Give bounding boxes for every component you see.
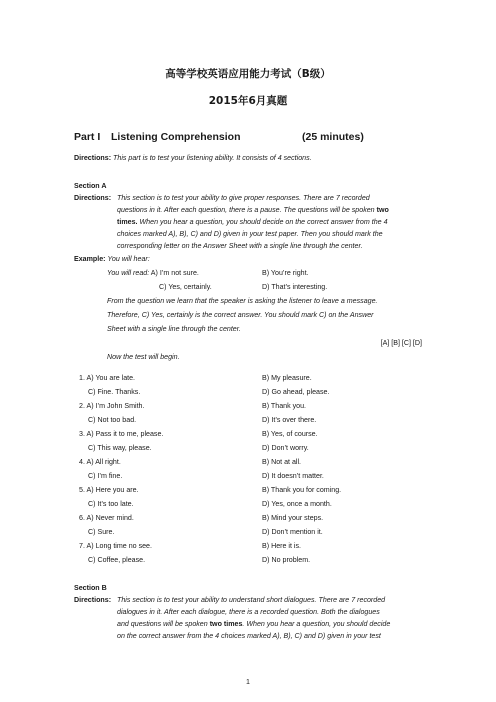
choice-a: A) Long time no see.: [86, 542, 152, 550]
section-a-line-2-text: questions in it. After each question, there is a pause. The questions will be spoken: [117, 206, 377, 214]
section-a-directions-line-5: corresponding letter on the Answer Sheet with a single line through the center.: [117, 242, 363, 250]
example-choice-c: C) Yes, certainly.: [159, 283, 212, 291]
you-will-read-row: [107, 267, 199, 279]
question-4-choice-d: D) It doesn’t matter.: [262, 472, 324, 480]
directions-text: This part is to test your listening ability. It consists of 4 sections.: [113, 154, 312, 162]
section-a-heading: Section A: [74, 182, 107, 190]
question-1-choice-b: B) My pleasure.: [262, 374, 312, 382]
question-3-choice-b: B) Yes, of course.: [262, 430, 318, 438]
section-a-line-3-text: When you hear a question, you should decide on the correct answer from the 4: [137, 218, 388, 226]
question-6-choice-b: B) Mind your steps.: [262, 514, 324, 522]
part-time: (25 minutes): [302, 131, 364, 143]
section-b-directions-line-3: [117, 618, 390, 630]
part-directions: [74, 152, 312, 164]
example-choice-b: B) You’re right.: [262, 269, 309, 277]
document-subtitle: 2015年6月真题: [208, 95, 288, 107]
section-b-heading: Section B: [74, 584, 107, 592]
example-explanation-line-3: Sheet with a single line through the center.: [107, 325, 241, 333]
part-name: Listening Comprehension: [111, 131, 241, 143]
question-5-choice-d: D) Yes, once a month.: [262, 500, 332, 508]
part-label: Part I: [74, 131, 101, 143]
section-a-directions-line-3: [117, 216, 388, 228]
example-explanation-line-2: Therefore, C) Yes, certainly is the correct answer. You should mark C) on the Answer: [107, 311, 374, 319]
two-times-emphasis: two times: [209, 620, 243, 628]
question-4-choice-b: B) Not at all.: [262, 458, 302, 466]
section-a-directions-line-1: This section is to test your ability to give proper responses. There are 7 recorded: [117, 194, 370, 202]
question-7-row-1: [79, 542, 152, 550]
example-choice-a: A) I’m not sure.: [150, 269, 199, 277]
question-5-row-1: [79, 486, 139, 494]
section-a-directions-line-4: choices marked A), B), C) and D) given in your test paper. Then you should mark the: [117, 230, 383, 238]
section-b-line-3-tail: . When you hear a question, you should decide: [242, 620, 391, 628]
question-1-choice-c: C) Fine. Thanks.: [88, 388, 141, 396]
choice-a: A) Pass it to me, please.: [86, 430, 164, 438]
question-4-row-1: [79, 458, 121, 466]
section-b-directions-line-1: This section is to test your ability to understand short dialogues. There are 7 recorded: [117, 596, 386, 604]
question-6-choice-d: D) Don’t mention it.: [262, 528, 323, 536]
question-number: 4.: [79, 458, 85, 466]
example-explanation-line-1: From the question we learn that the speaker is asking the listener to leave a message.: [107, 297, 378, 305]
section-b-directions-line-4: on the correct answer from the 4 choices marked A), B), C) and D) given in your test: [117, 632, 381, 640]
question-number: 3.: [79, 430, 85, 438]
example-row: [74, 253, 150, 265]
two-emphasis: two: [376, 206, 389, 214]
page-number: 1: [246, 678, 250, 686]
choice-a: A) You are late.: [86, 374, 136, 382]
test-begin-note: Now the test will begin.: [107, 353, 180, 361]
question-7-choice-b: B) Here it is.: [262, 542, 302, 550]
question-1-row-1: [79, 374, 135, 382]
you-will-hear: You will hear:: [107, 255, 150, 263]
answer-marks: [A] [B] [C] [D]: [380, 339, 422, 347]
question-7-choice-d: D) No problem.: [262, 556, 311, 564]
question-3-row-1: [79, 430, 163, 438]
example-label: Example:: [74, 255, 106, 263]
question-3-choice-d: D) Don’t worry.: [262, 444, 309, 452]
question-2-choice-d: D) It’s over there.: [262, 416, 317, 424]
question-number: 5.: [79, 486, 85, 494]
question-5-choice-c: C) It’s too late.: [88, 500, 134, 508]
question-7-choice-c: C) Coffee, please.: [88, 556, 146, 564]
question-2-row-1: [79, 402, 144, 410]
section-a-directions-line-2: [117, 204, 389, 216]
choice-a: A) All right.: [86, 458, 121, 466]
question-2-choice-b: B) Thank you.: [262, 402, 307, 410]
question-3-choice-c: C) This way, please.: [88, 444, 152, 452]
question-number: 1.: [79, 374, 85, 382]
times-emphasis: times.: [117, 218, 138, 226]
question-number: 2.: [79, 402, 85, 410]
choice-a: A) I’m John Smith.: [86, 402, 145, 410]
question-6-row-1: [79, 514, 134, 522]
you-will-read-label: You will read:: [107, 269, 150, 277]
question-number: 6.: [79, 514, 85, 522]
question-5-choice-b: B) Thank you for coming.: [262, 486, 342, 494]
question-2-choice-c: C) Not too bad.: [88, 416, 137, 424]
question-6-choice-c: C) Sure.: [88, 528, 115, 536]
question-1-choice-d: D) Go ahead, please.: [262, 388, 330, 396]
section-b-directions-line-2: dialogues in it. After each dialogue, there is a recorded question. Both the dialogues: [117, 608, 380, 616]
section-b-line-3-text: and questions will be spoken: [117, 620, 210, 628]
document-title: 高等学校英语应用能力考试（B级）: [165, 68, 331, 80]
section-a-directions-label: Directions:: [74, 194, 112, 202]
example-choice-d: D) That’s interesting.: [262, 283, 328, 291]
question-4-choice-c: C) I’m fine.: [88, 472, 123, 480]
question-number: 7.: [79, 542, 85, 550]
choice-a: A) Never mind.: [86, 514, 134, 522]
choice-a: A) Here you are.: [86, 486, 139, 494]
section-b-directions-label: Directions:: [74, 596, 112, 604]
directions-label: Directions:: [74, 154, 112, 162]
